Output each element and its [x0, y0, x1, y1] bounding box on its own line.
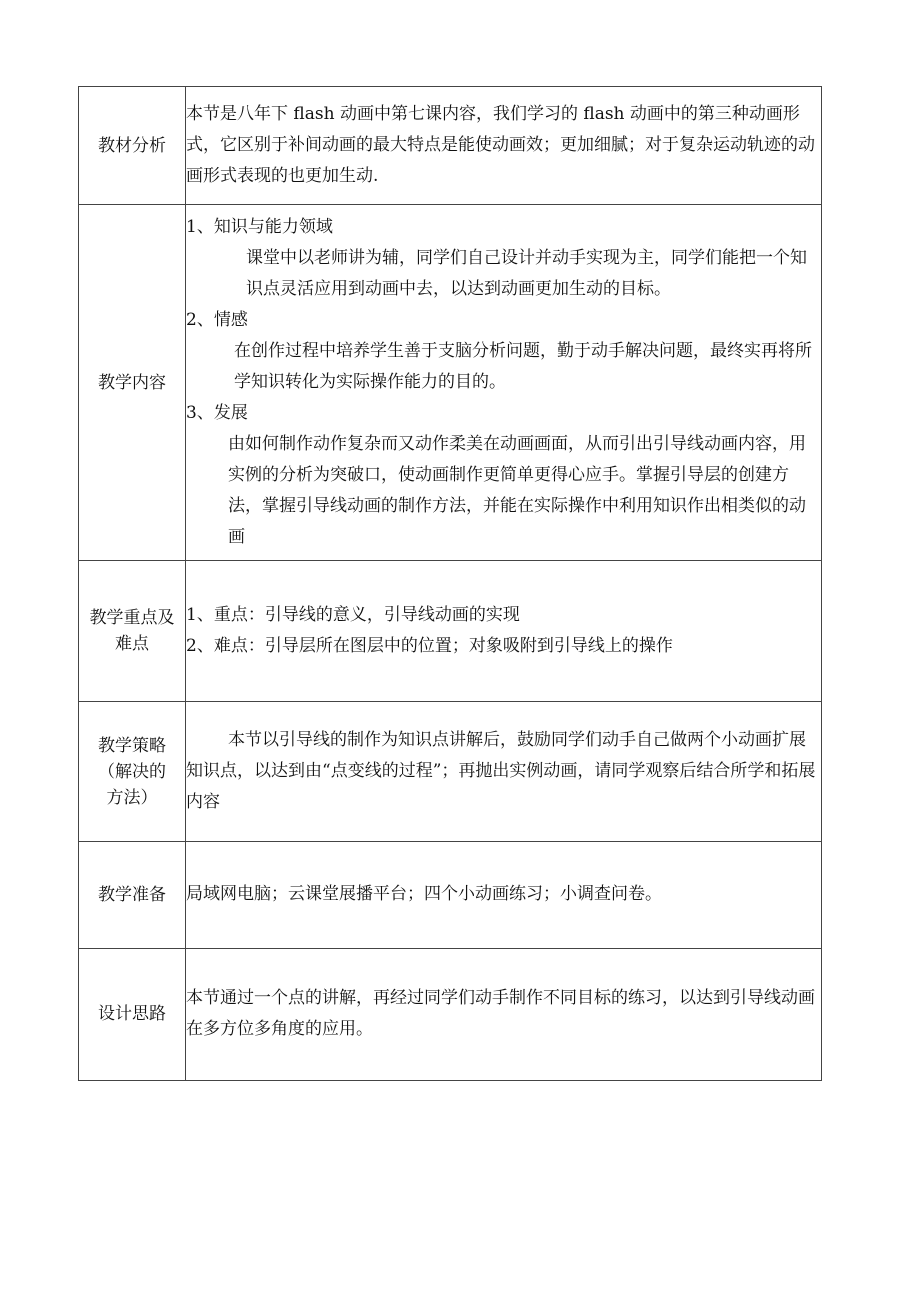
difficult-point-item: 2、难点：引导层所在图层中的位置；对象吸附到引导线上的操作: [186, 636, 673, 657]
material-analysis-text: 本节是八年下 flash 动画中第七课内容，我们学习的 flash 动画中的第三种动画形式，它区别于补间动画的最大特点是能使动画效；更加细腻；对于复杂运动轨迹的动画形式表现的也更加生动.: [186, 104, 815, 187]
preparation-text: 局域网电脑；云课堂展播平台；四个小动画练习；小调查问卷。: [186, 884, 662, 905]
row-teaching-preparation: [79, 842, 822, 948]
content-teaching-preparation: [186, 842, 822, 948]
label-key-points-line1: 教学重点及: [89, 608, 175, 629]
section-heading-emotion: 2、情感: [186, 310, 248, 331]
strategy-text: 本节以引导线的制作为知识点讲解后，鼓励同学们动手自己做两个小动画扩展知识点，以达到由“点变线的过程”；再抛出实例动画，请同学观察后结合所学和拓展内容: [186, 730, 816, 813]
lesson-plan-table: [78, 86, 822, 1081]
row-material-analysis: [79, 87, 822, 205]
label-design-idea: 设计思路: [79, 948, 186, 1080]
label-strategy-line2: （解决的: [98, 761, 166, 782]
row-design-idea: [79, 948, 822, 1080]
content-material-analysis: [186, 87, 822, 205]
label-teaching-strategy: [79, 701, 186, 841]
content-teaching-content: [186, 205, 822, 561]
label-key-points-line2: 难点: [115, 634, 149, 655]
content-teaching-strategy: [186, 701, 822, 841]
design-idea-text: 本节通过一个点的讲解，再经过同学们动手制作不同目标的练习，以达到引导线动画在多方位多角度的应用。: [186, 988, 815, 1040]
label-key-points: [79, 561, 186, 701]
row-teaching-strategy: [79, 701, 822, 841]
section-text-emotion: 在创作过程中培养学生善于支脑分析问题，勤于动手解决问题，最终实再将所学知识转化为实际操作能力的目的。: [234, 341, 812, 393]
section-text-development: 由如何制作动作复杂而又动作柔美在动画画面，从而引出引导线动画内容，用实例的分析为突破口，使动画制作更简单更得心应手。掌握引导层的创建方法，掌握引导线动画的制作方法，并能在实际操作中利用知识作出相类似的动画: [228, 434, 806, 548]
content-key-points: [186, 561, 822, 701]
label-teaching-content: 教学内容: [79, 205, 186, 561]
section-heading-knowledge: 1、知识与能力领域: [186, 217, 333, 238]
row-key-points: [79, 561, 822, 701]
section-text-knowledge: 课堂中以老师讲为辅，同学们自己设计并动手实现为主，同学们能把一个知识点灵活应用到动画中去，以达到动画更加生动的目标。: [246, 248, 807, 300]
section-heading-development: 3、发展: [186, 403, 248, 424]
row-teaching-content: [79, 205, 822, 561]
label-strategy-line3: 方法）: [106, 787, 158, 808]
content-design-idea: [186, 948, 822, 1080]
label-strategy-line1: 教学策略: [98, 735, 166, 756]
label-material-analysis: 教材分析: [79, 87, 186, 205]
label-teaching-preparation: 教学准备: [79, 842, 186, 948]
key-point-item: 1、重点：引导线的意义，引导线动画的实现: [186, 605, 520, 626]
